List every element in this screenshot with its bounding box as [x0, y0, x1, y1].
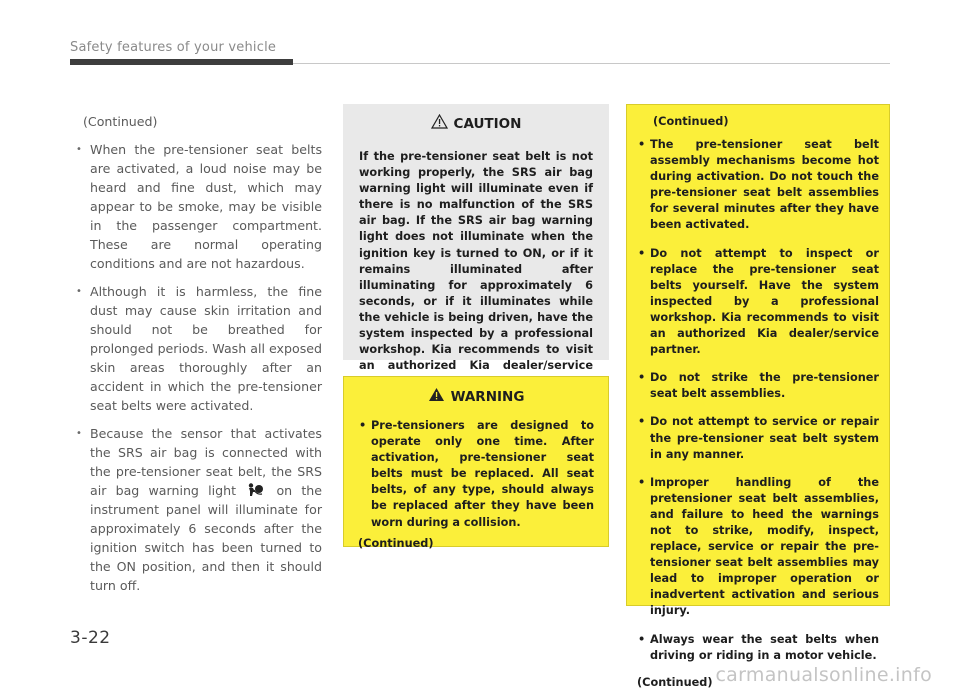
list-item: • Improper handling of the pretensioner seat belt assemblies, and failure to heed the warnings not to strike, modify, inspect, replace, service or repair the pre-tensioner seat belt assemblies may lead to improper operation or inadvertent activation and serious injury. — [637, 475, 879, 620]
caution-title: CAUTION — [453, 115, 522, 132]
section-header-bar — [70, 59, 293, 65]
list-item: • The pre-tensioner seat belt assembly mechanisms become hot during activation. Do not touch the pre-tensioner seat belt assemblies for several minutes after they have been activated. — [637, 137, 879, 234]
list-item: • Always wear the seat belts when driving or riding in a motor vehicle. — [637, 632, 879, 664]
airbag-warning-icon — [247, 483, 265, 497]
list-item — [74, 424, 322, 595]
warning-box — [343, 376, 609, 550]
warning-title: WARNING — [450, 388, 525, 405]
list-item: • When the pre-tensioner seat belts are activated, a loud noise may be heard and fine dust, which may appear to be smoke, may be visible in the passenger compartment. These are normal operating conditions and are not hazardous. — [74, 140, 322, 273]
caution-text: If the pre-tensioner seat belt is not working properly, the SRS air bag warning light will illuminate even if there is no malfunction of the SRS air bag. If the SRS air bag warning light does not illuminate when the ignition key is turned to ON, or if it remains illuminated after illuminating for approximately 6 seconds, or if it illuminates while the vehicle is being driven, have the system inspected by a professional workshop. Kia recommends to visit an authorized Kia dealer/service — [359, 150, 593, 373]
list-item: • Do not strike the pre-tensioner seat belt assemblies. — [637, 370, 879, 402]
watermark: carmanualsonline.info — [715, 664, 932, 686]
caution-box — [343, 104, 609, 373]
continued-label: (Continued) — [358, 536, 434, 550]
list-item: • Do not attempt to inspect or replace the pre-tensioner seat belts yourself. Have the system inspected by a professional workshop. Kia recommends to visit an authorized Kia dealer/service partner. — [637, 246, 879, 359]
warning-heading — [358, 387, 594, 406]
page-number: 3-22 — [70, 628, 111, 648]
section-header-title: Safety features of your vehicle — [70, 40, 277, 55]
continued-label: (Continued) — [83, 114, 158, 129]
bullet-text-part: on the instrument panel will illuminate for approximately 6 seconds after the ignition switch has been turned to the ON position, and then it should turn off. — [90, 483, 322, 593]
list-item: • Do not attempt to service or repair the pre-tensioner seat belt system in any manner. — [637, 414, 879, 462]
bullet-text-part: Because the sensor that activates the SRS air bag is connected with the pre-tensioner seat belt, the SRS air bag warning light — [90, 426, 322, 498]
list-item: • Although it is harmless, the fine dust may cause skin irritation and should not be breathed for prolonged periods. Wash all exposed skin areas thoroughly after an accident in which the pre-tensioner seat belts were activated. — [74, 282, 322, 415]
continued-label: (Continued) — [637, 675, 713, 689]
warning-triangle-icon — [428, 387, 445, 406]
section-header-rule — [293, 63, 890, 64]
caution-heading — [359, 114, 593, 133]
left-column — [74, 112, 322, 604]
list-item: • Pre-tensioners are designed to operate only one time. After activation, pre-tensioner seat belts must be replaced. All seat belts, of any type, should always be replaced after they have been worn during a collision. — [358, 418, 594, 531]
warning-triangle-icon — [431, 114, 448, 133]
continued-label: (Continued) — [653, 115, 729, 128]
